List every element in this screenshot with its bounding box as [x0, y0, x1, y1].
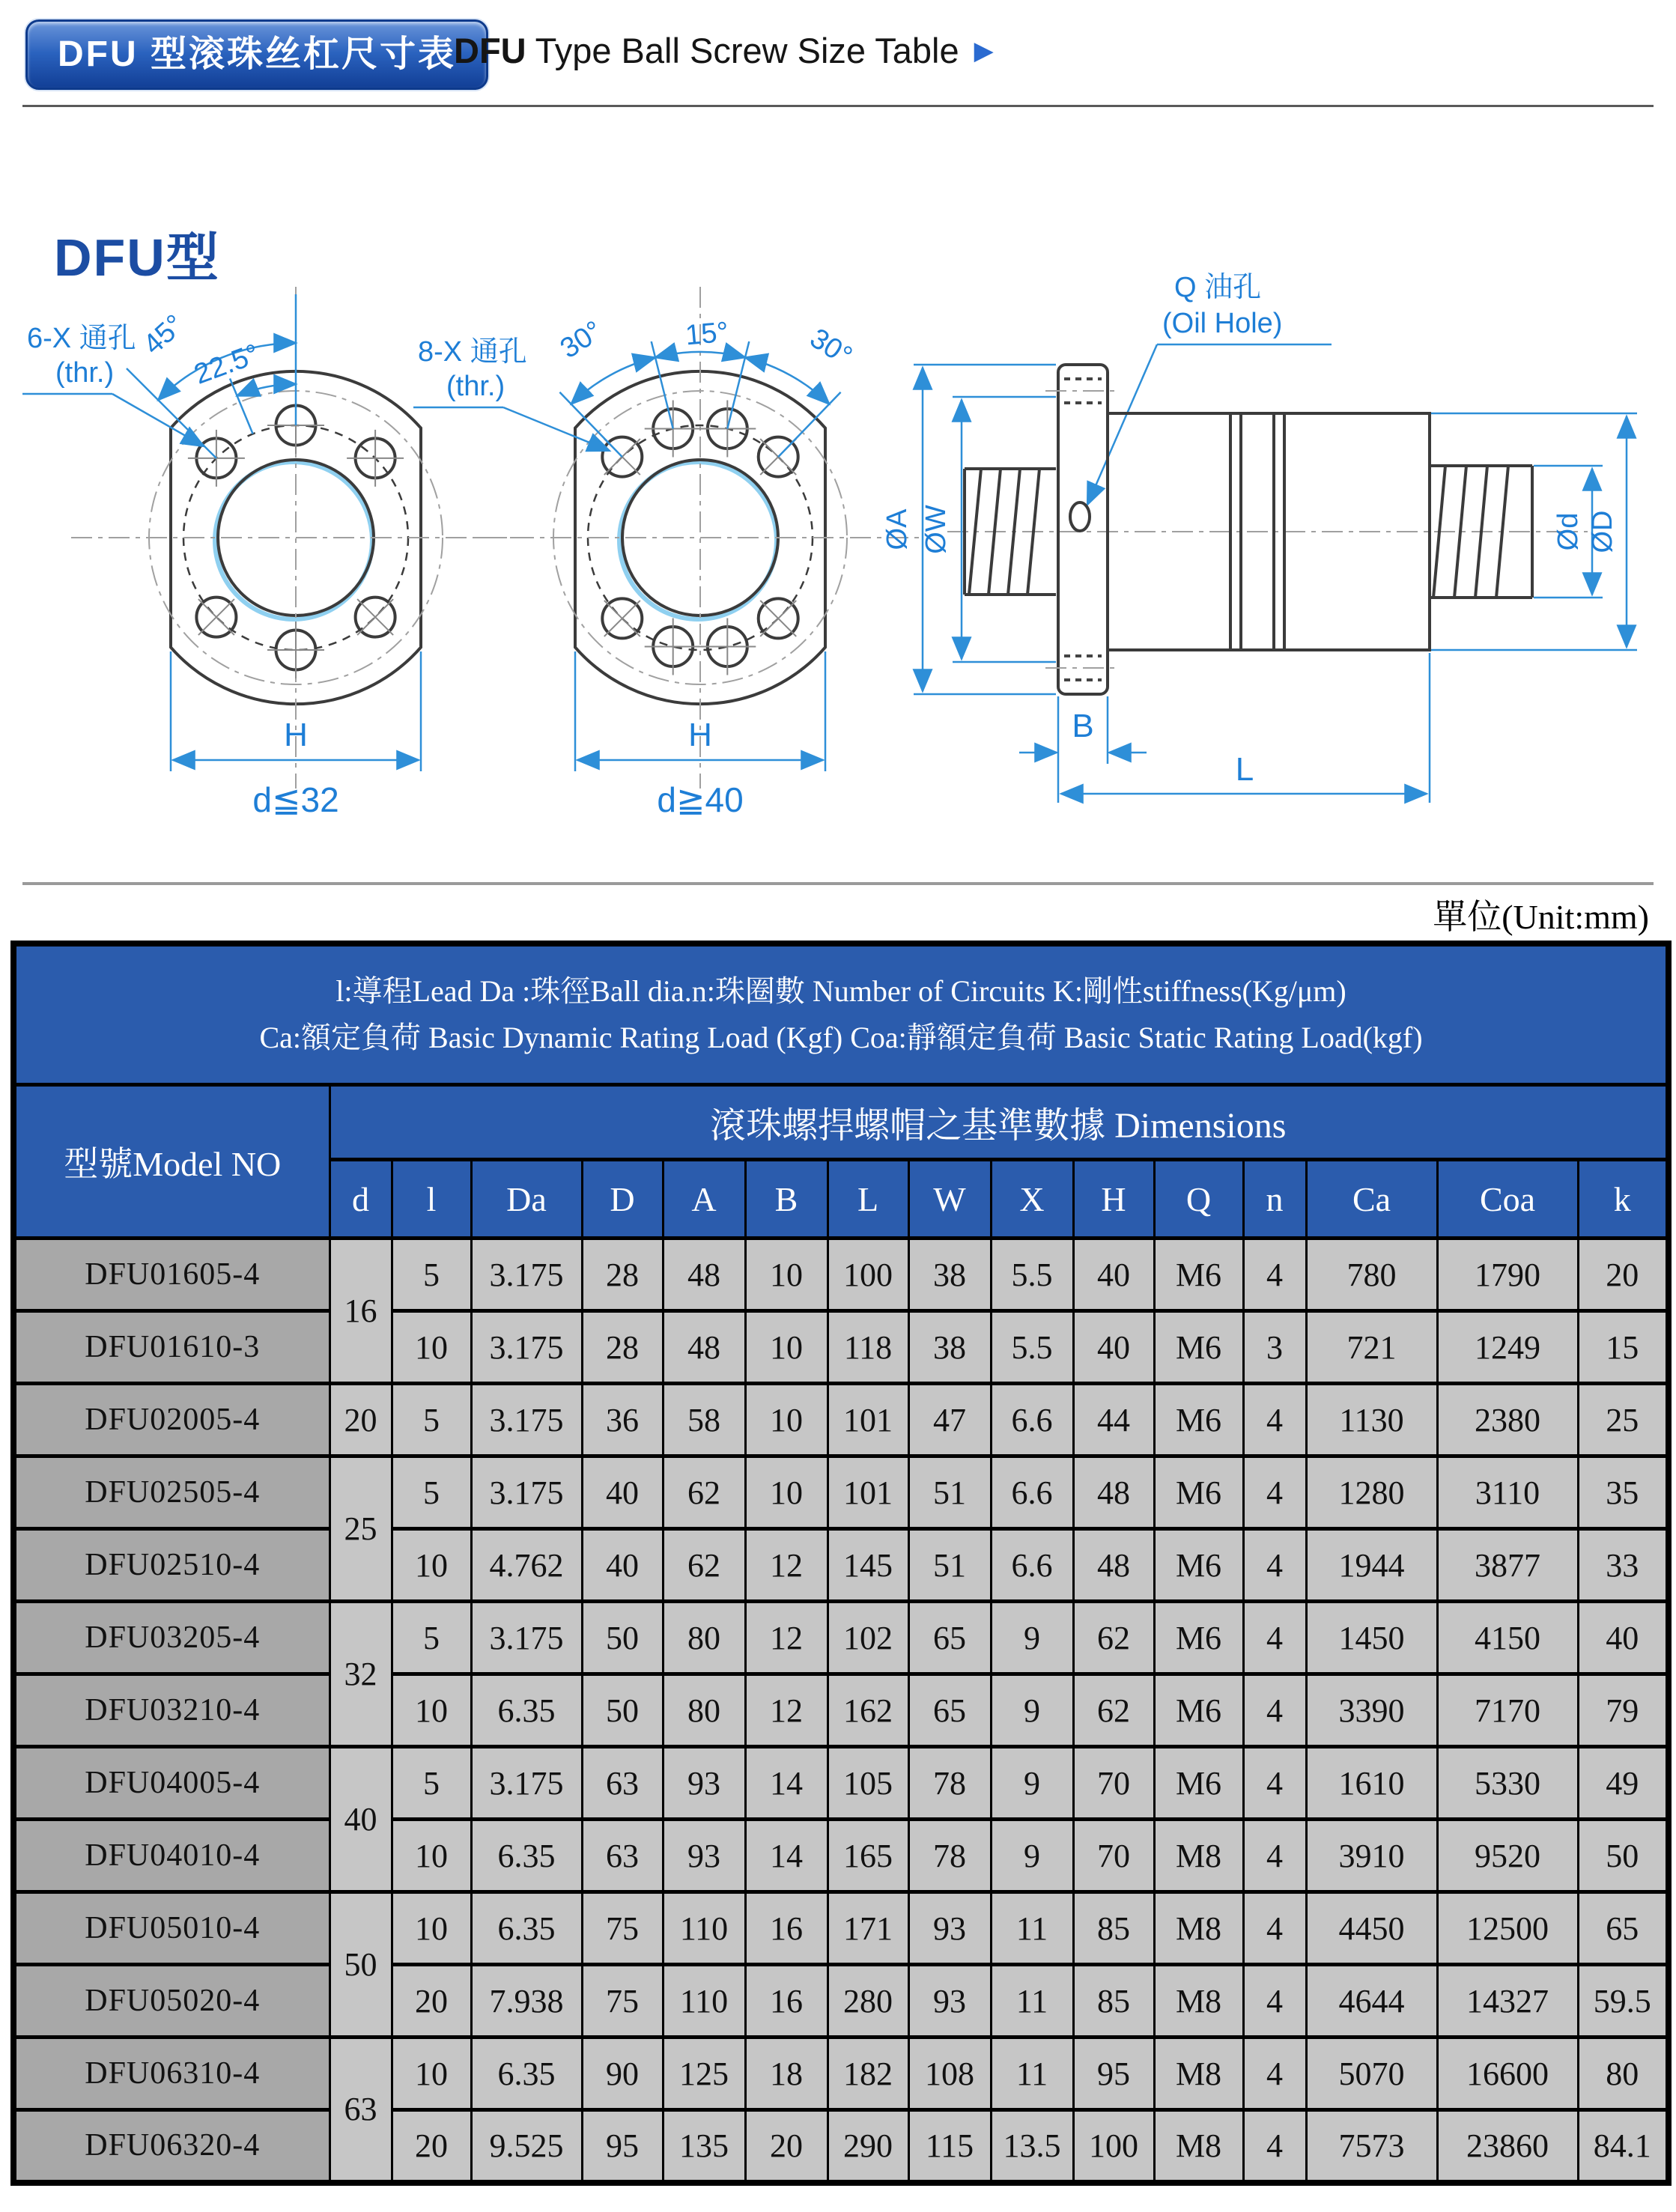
- value-cell-L: 165: [828, 1820, 908, 1892]
- column-header-Q: Q: [1154, 1160, 1243, 1239]
- value-cell-D: 50: [582, 1674, 663, 1747]
- value-cell-B: 10: [745, 1384, 828, 1456]
- value-cell-A: 110: [663, 1892, 745, 1965]
- value-cell-W: 93: [908, 1965, 991, 2038]
- value-cell-n: 4: [1243, 1456, 1306, 1529]
- table-row: [13, 2038, 1669, 2110]
- column-header-W: W: [908, 1160, 991, 1239]
- value-cell-Da: 6.35: [471, 1674, 582, 1747]
- column-header-Coa: Coa: [1437, 1160, 1578, 1239]
- label-angle-30-left: 30°: [554, 315, 609, 365]
- value-cell-Da: 4.762: [471, 1529, 582, 1602]
- value-cell-L: 101: [828, 1384, 908, 1456]
- oil-hole: [1070, 502, 1090, 531]
- value-cell-X: 6.6: [991, 1529, 1073, 1602]
- column-header-k: k: [1578, 1160, 1669, 1239]
- flange-view-8hole: [476, 287, 925, 819]
- column-header-A: A: [663, 1160, 745, 1239]
- d-group-cell: 16: [330, 1239, 392, 1384]
- value-cell-D: 63: [582, 1747, 663, 1820]
- model-cell: DFU01610-3: [13, 1311, 330, 1384]
- value-cell-Ca: 7573: [1306, 2110, 1437, 2183]
- value-cell-Ca: 721: [1306, 1311, 1437, 1384]
- value-cell-H: 62: [1073, 1674, 1154, 1747]
- d-group-cell: 63: [330, 2038, 392, 2183]
- label-d-le-32: d≦32: [252, 780, 339, 819]
- value-cell-k: 79: [1578, 1674, 1669, 1747]
- value-cell-Q: M6: [1154, 1674, 1243, 1747]
- value-cell-Coa: 23860: [1437, 2110, 1578, 2183]
- label-angle-15: 15°: [684, 316, 730, 352]
- column-header-X: X: [991, 1160, 1073, 1239]
- model-no-header: 型號Model NO: [13, 1085, 330, 1239]
- model-cell: DFU02005-4: [13, 1384, 330, 1456]
- value-cell-k: 59.5: [1578, 1965, 1669, 2038]
- d-group-cell: 20: [330, 1384, 392, 1456]
- value-cell-A: 62: [663, 1529, 745, 1602]
- value-cell-Q: M6: [1154, 1529, 1243, 1602]
- table-body: [13, 1239, 1669, 2183]
- value-cell-D: 28: [582, 1311, 663, 1384]
- divider-top: [22, 105, 1654, 107]
- label-d-ge-40: d≧40: [657, 780, 744, 819]
- value-cell-l: 5: [392, 1456, 471, 1529]
- table-row: [13, 1384, 1669, 1456]
- label-oil-hole-en: (Oil Hole): [1162, 308, 1283, 339]
- label-angle-22-5: 22.5°: [189, 338, 264, 391]
- value-cell-W: 38: [908, 1239, 991, 1311]
- label-8x-thr: (thr.): [446, 371, 505, 402]
- value-cell-Coa: 4150: [1437, 1602, 1578, 1674]
- value-cell-l: 10: [392, 1674, 471, 1747]
- value-cell-Q: M8: [1154, 1965, 1243, 2038]
- value-cell-A: 110: [663, 1965, 745, 2038]
- value-cell-l: 5: [392, 1384, 471, 1456]
- value-cell-A: 93: [663, 1820, 745, 1892]
- value-cell-Ca: 3390: [1306, 1674, 1437, 1747]
- value-cell-A: 48: [663, 1239, 745, 1311]
- value-cell-A: 80: [663, 1602, 745, 1674]
- table-row: [13, 1239, 1669, 1311]
- label-dia-W: ØW: [920, 505, 952, 554]
- value-cell-l: 10: [392, 1892, 471, 1965]
- value-cell-D: 90: [582, 2038, 663, 2110]
- value-cell-B: 14: [745, 1820, 828, 1892]
- value-cell-Q: M6: [1154, 1311, 1243, 1384]
- value-cell-B: 16: [745, 1965, 828, 2038]
- value-cell-D: 40: [582, 1456, 663, 1529]
- value-cell-Q: M6: [1154, 1239, 1243, 1311]
- label-dim-L: L: [1235, 751, 1254, 788]
- value-cell-L: 101: [828, 1456, 908, 1529]
- value-cell-B: 20: [745, 2110, 828, 2183]
- model-cell: DFU03205-4: [13, 1602, 330, 1674]
- section-title: DFU型: [54, 228, 220, 287]
- value-cell-B: 10: [745, 1311, 828, 1384]
- value-cell-W: 65: [908, 1674, 991, 1747]
- value-cell-Ca: 4644: [1306, 1965, 1437, 2038]
- value-cell-X: 9: [991, 1674, 1073, 1747]
- column-header-Ca: Ca: [1306, 1160, 1437, 1239]
- value-cell-l: 10: [392, 2038, 471, 2110]
- value-cell-L: 118: [828, 1311, 908, 1384]
- value-cell-H: 44: [1073, 1384, 1154, 1456]
- value-cell-H: 40: [1073, 1239, 1154, 1311]
- value-cell-Coa: 12500: [1437, 1892, 1578, 1965]
- legend-line-2: Ca:額定負荷 Basic Dynamic Rating Load (Kgf) Coa:靜額定負荷 Basic Static Rating Load(kgf): [259, 1021, 1423, 1054]
- value-cell-B: 14: [745, 1747, 828, 1820]
- page-title-rest: Type Ball Screw Size Table: [535, 31, 959, 70]
- value-cell-B: 12: [745, 1602, 828, 1674]
- model-cell: DFU03210-4: [13, 1674, 330, 1747]
- value-cell-B: 10: [745, 1456, 828, 1529]
- value-cell-A: 93: [663, 1747, 745, 1820]
- d-group-cell: 50: [330, 1892, 392, 2038]
- value-cell-k: 35: [1578, 1456, 1669, 1529]
- label-6x-holes: 6-X 通孔: [27, 323, 136, 354]
- value-cell-W: 93: [908, 1892, 991, 1965]
- model-cell: DFU05020-4: [13, 1965, 330, 2038]
- value-cell-Coa: 3110: [1437, 1456, 1578, 1529]
- value-cell-W: 47: [908, 1384, 991, 1456]
- value-cell-W: 51: [908, 1529, 991, 1602]
- value-cell-Da: 6.35: [471, 1892, 582, 1965]
- value-cell-W: 78: [908, 1820, 991, 1892]
- value-cell-L: 171: [828, 1892, 908, 1965]
- value-cell-k: 40: [1578, 1602, 1669, 1674]
- column-header-Da: Da: [471, 1160, 582, 1239]
- label-H-left: H: [284, 717, 308, 753]
- value-cell-Coa: 9520: [1437, 1820, 1578, 1892]
- model-cell: DFU01605-4: [13, 1239, 330, 1311]
- size-table-wrapper: [10, 941, 1672, 2186]
- value-cell-X: 5.5: [991, 1311, 1073, 1384]
- value-cell-X: 5.5: [991, 1239, 1073, 1311]
- value-cell-l: 10: [392, 1311, 471, 1384]
- legend-line-1: l:導程Lead Da :珠徑Ball dia.n:珠圈數 Number of Circuits K:剛性stiffness(Kg/μm): [335, 974, 1346, 1008]
- value-cell-Da: 7.938: [471, 1965, 582, 2038]
- value-cell-Q: M8: [1154, 2110, 1243, 2183]
- label-oil-hole-cn: Q 油孔: [1174, 272, 1262, 303]
- value-cell-Da: 3.175: [471, 1747, 582, 1820]
- column-header-H: H: [1073, 1160, 1154, 1239]
- value-cell-Ca: 1280: [1306, 1456, 1437, 1529]
- value-cell-X: 6.6: [991, 1456, 1073, 1529]
- value-cell-l: 20: [392, 1965, 471, 2038]
- value-cell-Coa: 1249: [1437, 1311, 1578, 1384]
- table-row: [13, 1965, 1669, 2038]
- value-cell-X: 9: [991, 1602, 1073, 1674]
- value-cell-Coa: 2380: [1437, 1384, 1578, 1456]
- label-angle-30-right: 30°: [804, 322, 858, 373]
- value-cell-n: 4: [1243, 1239, 1306, 1311]
- value-cell-H: 100: [1073, 2110, 1154, 2183]
- model-cell: DFU04010-4: [13, 1820, 330, 1892]
- legend-cell: [13, 944, 1669, 1085]
- value-cell-H: 70: [1073, 1820, 1154, 1892]
- value-cell-n: 3: [1243, 1311, 1306, 1384]
- value-cell-Q: M8: [1154, 2038, 1243, 2110]
- value-cell-l: 20: [392, 2110, 471, 2183]
- value-cell-D: 40: [582, 1529, 663, 1602]
- value-cell-A: 135: [663, 2110, 745, 2183]
- value-cell-B: 16: [745, 1892, 828, 1965]
- value-cell-X: 9: [991, 1820, 1073, 1892]
- value-cell-n: 4: [1243, 1747, 1306, 1820]
- value-cell-n: 4: [1243, 1674, 1306, 1747]
- side-view: [881, 365, 1637, 803]
- value-cell-k: 84.1: [1578, 2110, 1669, 2183]
- size-table: [10, 941, 1672, 2186]
- value-cell-Da: 3.175: [471, 1384, 582, 1456]
- value-cell-Ca: 1944: [1306, 1529, 1437, 1602]
- value-cell-Da: 3.175: [471, 1602, 582, 1674]
- arrow-right-icon: ▶: [974, 36, 994, 65]
- value-cell-Q: M6: [1154, 1602, 1243, 1674]
- label-dia-A: ØA: [881, 508, 913, 550]
- model-cell: DFU02505-4: [13, 1456, 330, 1529]
- value-cell-n: 4: [1243, 1602, 1306, 1674]
- header-row-1: [13, 1085, 1669, 1160]
- d-group-cell: 25: [330, 1456, 392, 1602]
- value-cell-Ca: 1610: [1306, 1747, 1437, 1820]
- value-cell-Q: M8: [1154, 1892, 1243, 1965]
- table-row: [13, 1311, 1669, 1384]
- column-header-L: L: [828, 1160, 908, 1239]
- value-cell-X: 11: [991, 1892, 1073, 1965]
- value-cell-Coa: 3877: [1437, 1529, 1578, 1602]
- value-cell-H: 48: [1073, 1529, 1154, 1602]
- value-cell-n: 4: [1243, 2038, 1306, 2110]
- value-cell-Ca: 3910: [1306, 1820, 1437, 1892]
- d-group-cell: 32: [330, 1602, 392, 1747]
- value-cell-L: 280: [828, 1965, 908, 2038]
- table-row: [13, 1602, 1669, 1674]
- value-cell-n: 4: [1243, 1892, 1306, 1965]
- value-cell-X: 6.6: [991, 1384, 1073, 1456]
- value-cell-L: 162: [828, 1674, 908, 1747]
- page-title: [454, 30, 994, 71]
- value-cell-H: 95: [1073, 2038, 1154, 2110]
- divider-bottom: [22, 882, 1654, 885]
- value-cell-Ca: 1450: [1306, 1602, 1437, 1674]
- value-cell-D: 36: [582, 1384, 663, 1456]
- value-cell-H: 85: [1073, 1965, 1154, 2038]
- label-dia-D: ØD: [1587, 510, 1618, 553]
- column-header-D: D: [582, 1160, 663, 1239]
- value-cell-X: 11: [991, 1965, 1073, 2038]
- dimensions-header: 滾珠螺捍螺帽之基準數據 Dimensions: [330, 1085, 1669, 1160]
- value-cell-k: 15: [1578, 1311, 1669, 1384]
- value-cell-Da: 9.525: [471, 2110, 582, 2183]
- value-cell-L: 145: [828, 1529, 908, 1602]
- value-cell-W: 115: [908, 2110, 991, 2183]
- value-cell-H: 62: [1073, 1602, 1154, 1674]
- column-header-B: B: [745, 1160, 828, 1239]
- value-cell-Q: M8: [1154, 1820, 1243, 1892]
- model-cell: DFU02510-4: [13, 1529, 330, 1602]
- value-cell-L: 182: [828, 2038, 908, 2110]
- value-cell-n: 4: [1243, 1820, 1306, 1892]
- value-cell-Coa: 7170: [1437, 1674, 1578, 1747]
- leader-oil-hole: [1087, 272, 1332, 505]
- value-cell-A: 48: [663, 1311, 745, 1384]
- value-cell-k: 80: [1578, 2038, 1669, 2110]
- value-cell-B: 10: [745, 1239, 828, 1311]
- model-cell: DFU05010-4: [13, 1892, 330, 1965]
- value-cell-n: 4: [1243, 2110, 1306, 2183]
- value-cell-A: 125: [663, 2038, 745, 2110]
- value-cell-A: 62: [663, 1456, 745, 1529]
- label-6x-thr: (thr.): [55, 357, 115, 389]
- value-cell-l: 5: [392, 1239, 471, 1311]
- value-cell-L: 102: [828, 1602, 908, 1674]
- column-header-n: n: [1243, 1160, 1306, 1239]
- value-cell-A: 58: [663, 1384, 745, 1456]
- value-cell-Da: 3.175: [471, 1311, 582, 1384]
- value-cell-Ca: 4450: [1306, 1892, 1437, 1965]
- value-cell-H: 48: [1073, 1456, 1154, 1529]
- technical-diagram: [22, 270, 1654, 878]
- value-cell-X: 13.5: [991, 2110, 1073, 2183]
- value-cell-Q: M6: [1154, 1384, 1243, 1456]
- value-cell-Q: M6: [1154, 1747, 1243, 1820]
- value-cell-k: 33: [1578, 1529, 1669, 1602]
- label-8x-holes: 8-X 通孔: [418, 336, 527, 368]
- table-row: [13, 1456, 1669, 1529]
- legend-row: [13, 944, 1669, 1085]
- value-cell-Coa: 5330: [1437, 1747, 1578, 1820]
- d-group-cell: 40: [330, 1747, 392, 1892]
- value-cell-H: 40: [1073, 1311, 1154, 1384]
- value-cell-n: 4: [1243, 1384, 1306, 1456]
- value-cell-Ca: 780: [1306, 1239, 1437, 1311]
- value-cell-Q: M6: [1154, 1456, 1243, 1529]
- table-row: [13, 1674, 1669, 1747]
- label-dim-B: B: [1072, 708, 1094, 744]
- value-cell-l: 5: [392, 1747, 471, 1820]
- value-cell-D: 75: [582, 1892, 663, 1965]
- value-cell-A: 80: [663, 1674, 745, 1747]
- value-cell-W: 108: [908, 2038, 991, 2110]
- value-cell-H: 70: [1073, 1747, 1154, 1820]
- table-row: [13, 1529, 1669, 1602]
- value-cell-Da: 3.175: [471, 1456, 582, 1529]
- value-cell-B: 12: [745, 1529, 828, 1602]
- value-cell-W: 38: [908, 1311, 991, 1384]
- value-cell-D: 75: [582, 1965, 663, 2038]
- model-cell: DFU04005-4: [13, 1747, 330, 1820]
- value-cell-B: 18: [745, 2038, 828, 2110]
- value-cell-W: 51: [908, 1456, 991, 1529]
- value-cell-W: 78: [908, 1747, 991, 1820]
- column-header-d: d: [330, 1160, 392, 1239]
- value-cell-D: 63: [582, 1820, 663, 1892]
- value-cell-l: 10: [392, 1529, 471, 1602]
- column-header-l: l: [392, 1160, 471, 1239]
- table-row: [13, 1820, 1669, 1892]
- value-cell-Coa: 14327: [1437, 1965, 1578, 2038]
- value-cell-Ca: 5070: [1306, 2038, 1437, 2110]
- value-cell-D: 95: [582, 2110, 663, 2183]
- value-cell-L: 105: [828, 1747, 908, 1820]
- value-cell-Da: 6.35: [471, 2038, 582, 2110]
- model-cell: DFU06320-4: [13, 2110, 330, 2183]
- value-cell-H: 85: [1073, 1892, 1154, 1965]
- model-cell: DFU06310-4: [13, 2038, 330, 2110]
- value-cell-B: 12: [745, 1674, 828, 1747]
- value-cell-W: 65: [908, 1602, 991, 1674]
- value-cell-X: 11: [991, 2038, 1073, 2110]
- value-cell-D: 50: [582, 1602, 663, 1674]
- table-row: [13, 2110, 1669, 2183]
- value-cell-L: 100: [828, 1239, 908, 1311]
- value-cell-D: 28: [582, 1239, 663, 1311]
- table-row: [13, 1747, 1669, 1820]
- section-badge: DFU 型滚珠丝杠尺寸表: [25, 19, 488, 90]
- value-cell-k: 49: [1578, 1747, 1669, 1820]
- value-cell-Da: 3.175: [471, 1239, 582, 1311]
- label-angle-45: 45°: [137, 309, 191, 361]
- value-cell-l: 5: [392, 1602, 471, 1674]
- value-cell-Coa: 16600: [1437, 2038, 1578, 2110]
- value-cell-L: 290: [828, 2110, 908, 2183]
- value-cell-k: 65: [1578, 1892, 1669, 1965]
- label-H-mid: H: [688, 717, 712, 753]
- value-cell-n: 4: [1243, 1529, 1306, 1602]
- value-cell-l: 10: [392, 1820, 471, 1892]
- value-cell-k: 50: [1578, 1820, 1669, 1892]
- value-cell-X: 9: [991, 1747, 1073, 1820]
- label-dia-d: Ød: [1552, 512, 1584, 551]
- value-cell-Ca: 1130: [1306, 1384, 1437, 1456]
- value-cell-Da: 6.35: [471, 1820, 582, 1892]
- table-row: [13, 1892, 1669, 1965]
- value-cell-k: 25: [1578, 1384, 1669, 1456]
- value-cell-Coa: 1790: [1437, 1239, 1578, 1311]
- value-cell-n: 4: [1243, 1965, 1306, 2038]
- page-title-bold: DFU: [454, 31, 526, 70]
- unit-note: 單位(Unit:mm): [1433, 898, 1649, 936]
- value-cell-k: 20: [1578, 1239, 1669, 1311]
